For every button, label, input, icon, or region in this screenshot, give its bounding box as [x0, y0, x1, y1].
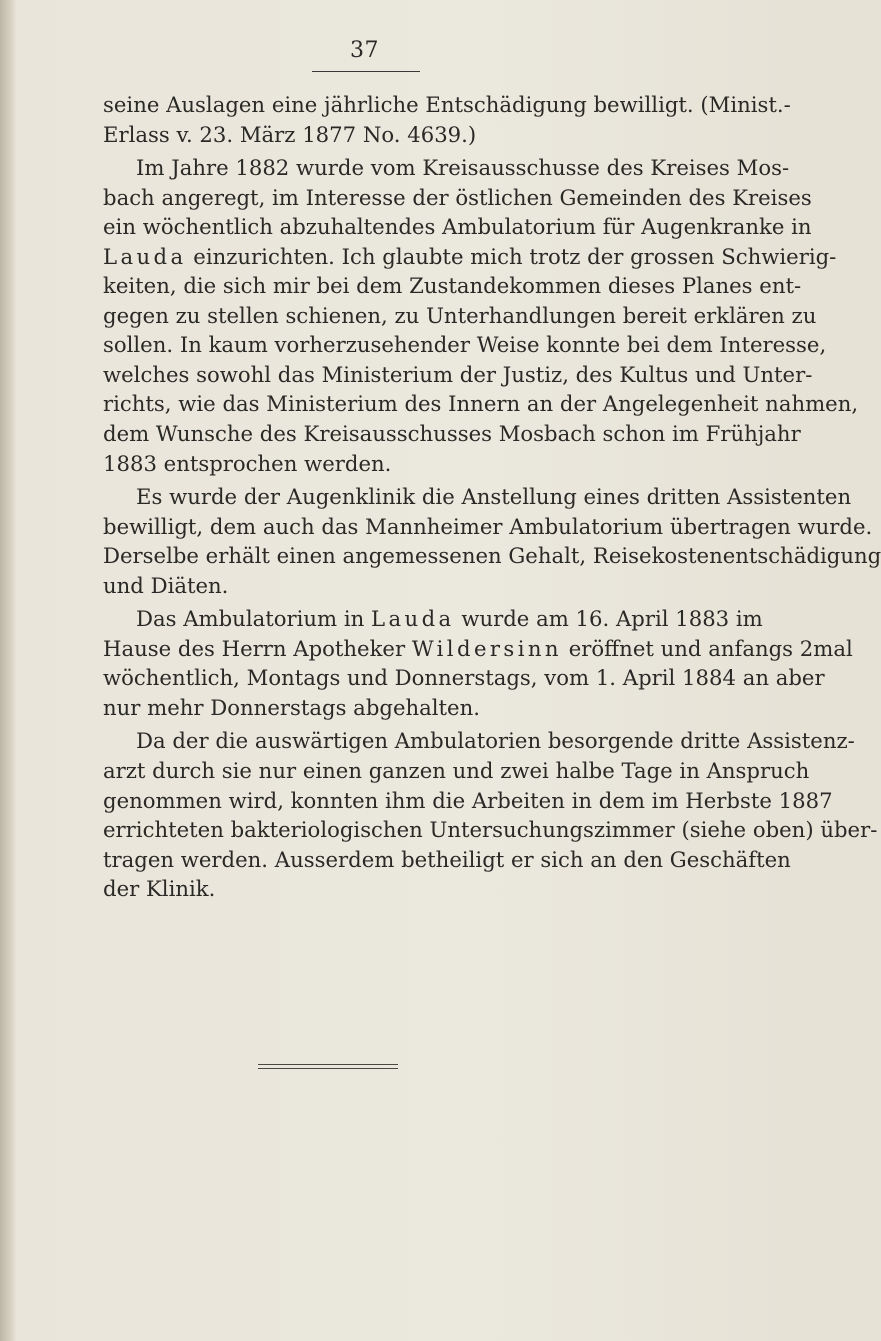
text-line: keiten, die sich mir bei dem Zustandekommen dieses Planes ent- [103, 273, 802, 299]
page-number: 37 [350, 38, 379, 63]
paragraph [103, 726, 878, 903]
spaced-name: Lauda [103, 243, 187, 269]
text-line [103, 242, 837, 272]
end-rule-bottom [258, 1068, 398, 1069]
text-line: wöchentlich, Montags und Donnerstags, vom 1. April 1884 an aber [103, 665, 825, 691]
text-line: dem Wunsche des Kreisausschusses Mosbach schon im Frühjahr [103, 421, 801, 447]
text-line: Im Jahre 1882 wurde vom Kreisausschusse des Kreises Mos- [136, 155, 790, 181]
body-text [103, 90, 881, 908]
text-line: sollen. In kaum vorherzusehender Weise konnte bei dem Interesse, [103, 332, 827, 358]
end-rule-top [258, 1064, 398, 1065]
spaced-name: Lauda [371, 606, 455, 632]
text-line: genommen wird, konnten ihm die Arbeiten in dem im Herbste 1887 [103, 787, 833, 813]
paragraph [103, 153, 859, 478]
paragraph [103, 482, 881, 600]
text-line: errichteten bakteriologischen Untersuchungszimmer (siehe oben) über- [103, 817, 878, 843]
text-segment: eröffnet und anfangs 2mal [561, 635, 853, 661]
text-line: Derselbe erhält einen angemessenen Gehalt, Reisekostenentschädigung [103, 543, 881, 569]
text-line: Es wurde der Augenklinik die Anstellung eines dritten Assistenten [136, 484, 852, 510]
text-line [103, 634, 853, 664]
text-line: tragen werden. Ausserdem betheiligt er sich an den Geschäften [103, 846, 791, 872]
text-line: der Klinik. [103, 876, 216, 902]
text-line: und Diäten. [103, 572, 229, 598]
text-line: bewilligt, dem auch das Mannheimer Ambulatorium übertragen wurde. [103, 513, 873, 539]
page-number-rule [312, 71, 420, 72]
text-line: seine Auslagen eine jährliche Entschädigung bewilligt. (Minist.- [103, 92, 791, 117]
text-line: gegen zu stellen schienen, zu Unterhandlungen bereit erklären zu [103, 302, 817, 328]
text-line: nur mehr Donnerstags abgehalten. [103, 694, 480, 720]
paragraph [103, 604, 853, 722]
text-line: welches sowohl das Ministerium der Justiz, des Kultus und Unter- [103, 361, 813, 387]
text-line: 1883 entsprochen werden. [103, 450, 392, 476]
text-line: arzt durch sie nur einen ganzen und zwei halbe Tage in Anspruch [103, 758, 810, 784]
binding-gutter [0, 0, 16, 1341]
text-line: Erlass v. 23. März 1877 No. 4639.) [103, 121, 477, 147]
paragraph [103, 90, 791, 149]
text-segment: Das Ambulatorium in [136, 606, 372, 632]
spaced-name: Wildersinn [411, 635, 562, 661]
text-line: ein wöchentlich abzuhaltendes Ambulatorium für Augenkranke in [103, 214, 812, 240]
text-line: Da der die auswärtigen Ambulatorien besorgende dritte Assistenz- [136, 728, 855, 754]
text-segment: einzurichten. Ich glaubte mich trotz der grossen Schwierig- [186, 243, 837, 269]
text-line: bach angeregt, im Interesse der östlichen Gemeinden des Kreises [103, 184, 812, 210]
text-line [103, 604, 763, 634]
text-segment: Hause des Herrn Apotheker [103, 635, 412, 661]
text-segment: wurde am 16. April 1883 im [454, 606, 763, 632]
text-line: richts, wie das Ministerium des Innern an der Angelegenheit nahmen, [103, 391, 859, 417]
